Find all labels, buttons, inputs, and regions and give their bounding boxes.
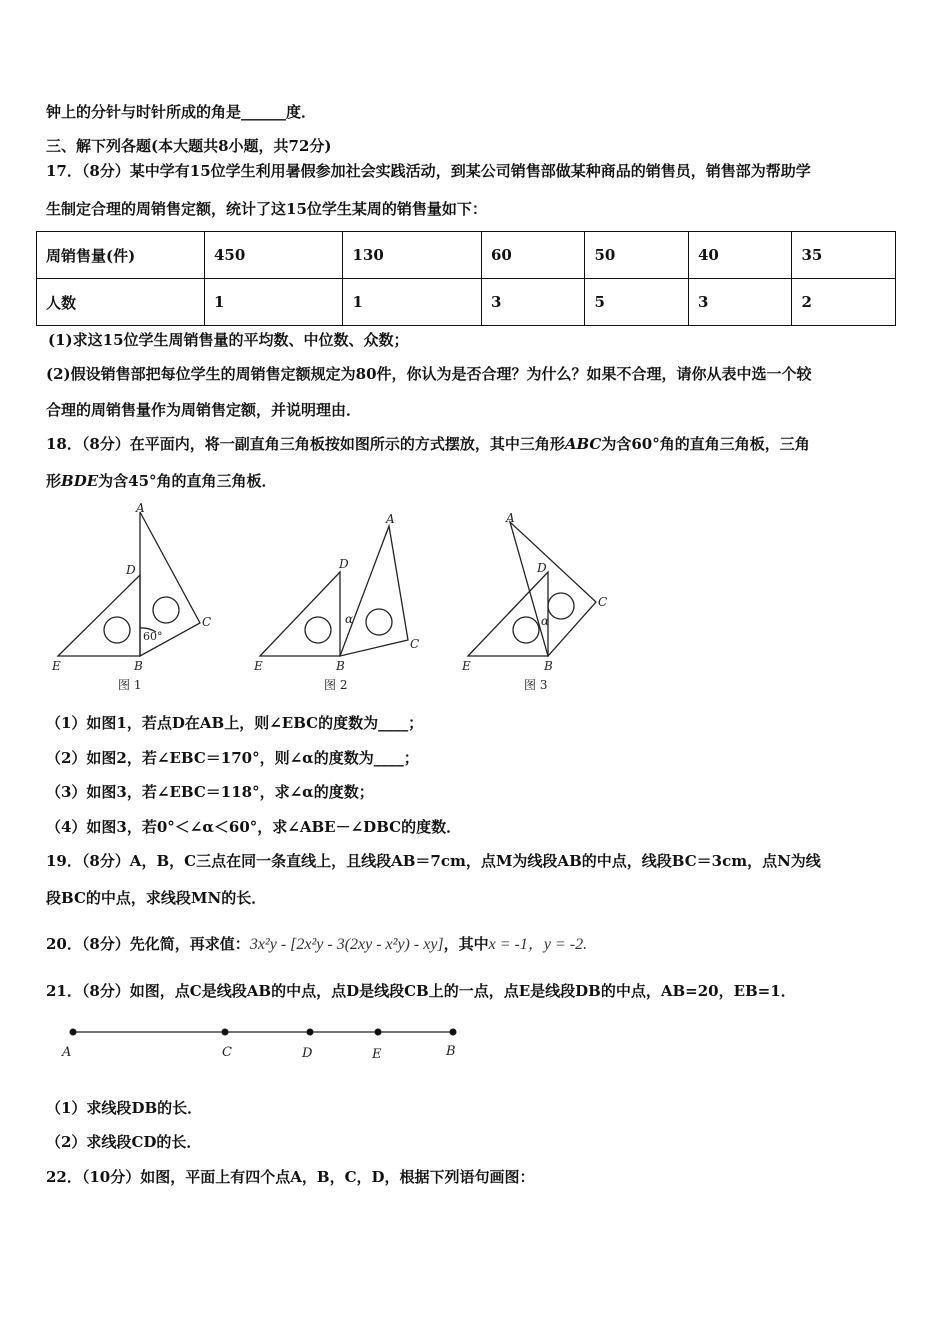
q18-line-2-post: 为含45°角的直角三角板． bbox=[98, 472, 277, 490]
point-b bbox=[450, 1029, 457, 1036]
segment-label-a: A bbox=[62, 1045, 72, 1060]
table-header-cell: 周销售量(件) bbox=[37, 232, 205, 279]
fig2-label-b: B bbox=[336, 659, 345, 673]
fig1-label-d: D bbox=[126, 563, 136, 577]
fig3-label-a: A bbox=[506, 511, 515, 525]
fig1-label-c: C bbox=[202, 615, 212, 629]
q18-part-4: （4）如图3，若0°＜∠α＜60°，求∠ABE－∠DBC的度数． bbox=[46, 818, 462, 836]
fig2-label-c: C bbox=[410, 637, 420, 651]
q22-line: 22．（10分）如图，平面上有四个点A，B，C，D，根据下列语句画图： bbox=[46, 1168, 535, 1186]
point-c bbox=[222, 1029, 229, 1036]
table-row bbox=[37, 232, 896, 279]
fig3-hole-1 bbox=[513, 617, 539, 643]
fig3-label-d: D bbox=[537, 561, 547, 575]
q20-line bbox=[46, 934, 587, 955]
fig1-label-b: B bbox=[134, 659, 143, 673]
fig3-alpha-label: α bbox=[541, 614, 550, 628]
fig1-triangle-bde bbox=[58, 575, 140, 656]
section-3-heading: 三、解下列各题(本大题共8小题，共72分) bbox=[46, 137, 332, 155]
q18-line-1-pre: 18．（8分）在平面内，将一副直角三角板按如图所示的方式摆放，其中三角形 bbox=[46, 435, 565, 453]
table-cell: 35 bbox=[792, 232, 896, 279]
table-cell: 3 bbox=[481, 279, 585, 326]
q18-triangle-abc: ABC bbox=[564, 435, 602, 453]
table-cell: 3 bbox=[688, 279, 792, 326]
q19-line-2: 段BC的中点，求线段MN的长． bbox=[46, 889, 267, 907]
fig2-alpha-label: α bbox=[345, 612, 354, 626]
figure-1 bbox=[58, 512, 200, 656]
point-d bbox=[307, 1029, 314, 1036]
fig2-hole-1 bbox=[305, 617, 331, 643]
fig2-label-e: E bbox=[254, 659, 263, 673]
q18-line-2-pre: 形 bbox=[46, 472, 62, 490]
q17-part-2-line-1: (2)假设销售部把每位学生的周销售定额规定为80件，你认为是否合理？为什么？如果不合理，请你从表中选一个较 bbox=[46, 365, 812, 383]
text-line-0: 钟上的分针与时针所成的角是______度． bbox=[46, 103, 317, 121]
table-cell: 1 bbox=[205, 279, 343, 326]
fig2-label-a: A bbox=[386, 512, 395, 526]
q21-part-1: （1）求线段DB的长． bbox=[46, 1099, 203, 1117]
fig2-caption: 图 2 bbox=[324, 678, 348, 692]
table-cell: 5 bbox=[585, 279, 689, 326]
segment-label-d: D bbox=[302, 1046, 313, 1061]
q20-pre: 20．（8分）先化简，再求值： bbox=[46, 935, 250, 953]
table-cell: 1 bbox=[343, 279, 481, 326]
sales-table bbox=[36, 231, 896, 326]
q17-line-2: 生制定合理的周销售定额，统计了这15位学生某周的销售量如下： bbox=[46, 200, 487, 218]
segment-label-b: B bbox=[446, 1044, 456, 1059]
table-cell: 50 bbox=[585, 232, 689, 279]
q18-part-1: （1）如图1，若点D在AB上，则∠EBC的度数为____； bbox=[46, 714, 424, 732]
table-cell: 130 bbox=[343, 232, 481, 279]
q20-formula: 3x²y - [2x²y - 3(2xy - x²y) - xy] bbox=[249, 936, 444, 953]
table-cell: 60 bbox=[481, 232, 585, 279]
table-row bbox=[37, 279, 896, 326]
point-e bbox=[375, 1029, 382, 1036]
table-header-cell: 人数 bbox=[37, 279, 205, 326]
q18-line-2 bbox=[46, 471, 277, 491]
segment-figure bbox=[60, 1020, 480, 1070]
segment-label-c: C bbox=[222, 1045, 232, 1060]
fig2-hole-2 bbox=[366, 609, 392, 635]
table-cell: 40 bbox=[688, 232, 792, 279]
q18-line-1 bbox=[46, 434, 810, 454]
fig1-label-a: A bbox=[136, 501, 145, 515]
q20-mid: ，其中 bbox=[443, 935, 489, 953]
fig2-triangle-abc bbox=[340, 526, 408, 656]
fig1-angle-label: 60° bbox=[143, 630, 163, 643]
fig3-caption: 图 3 bbox=[524, 678, 548, 692]
fig3-label-e: E bbox=[462, 659, 471, 673]
fig2-triangle-bde bbox=[260, 572, 340, 656]
fig3-hole-2 bbox=[548, 593, 574, 619]
q19-line-1: 19．（8分）A，B，C三点在同一条直线上，且线段AB＝7cm，点M为线段AB的中点，线段BC＝3cm，点N为线 bbox=[46, 852, 821, 870]
fig1-caption: 图 1 bbox=[118, 678, 142, 692]
figure-3 bbox=[468, 522, 596, 656]
point-a bbox=[70, 1029, 77, 1036]
fig3-triangle-abc bbox=[510, 522, 596, 656]
q21-part-2: （2）求线段CD的长． bbox=[46, 1133, 202, 1151]
fig3-label-b: B bbox=[544, 659, 553, 673]
segment-label-e: E bbox=[372, 1047, 382, 1062]
fig3-label-c: C bbox=[598, 595, 608, 609]
q18-part-2: （2）如图2，若∠EBC＝170°，则∠α的度数为____； bbox=[46, 749, 419, 767]
fig2-label-d: D bbox=[339, 557, 349, 571]
table-cell: 450 bbox=[205, 232, 343, 279]
triangle-figures bbox=[40, 500, 640, 700]
q18-triangle-bde: BDE bbox=[61, 472, 99, 490]
q17-line-1: 17．（8分）某中学有15位学生利用暑假参加社会实践活动，到某公司销售部做某种商品的销售员，销售部为帮助学 bbox=[46, 162, 811, 180]
q21-line: 21．（8分）如图，点C是线段AB的中点，点D是线段CB上的一点，点E是线段DB的中点，AB=20，EB=1． bbox=[46, 982, 796, 1000]
q17-part-2-line-2: 合理的周销售量作为周销售定额，并说明理由． bbox=[46, 401, 362, 419]
q18-part-3: （3）如图3，若∠EBC＝118°，求∠α的度数； bbox=[46, 783, 374, 801]
q20-condition: x = -1，y = -2. bbox=[488, 936, 588, 953]
q17-part-1: (1)求这15位学生周销售量的平均数、中位数、众数； bbox=[48, 331, 409, 349]
fig1-hole-1 bbox=[104, 617, 130, 643]
q18-line-1-post: 为含60°角的直角三角板，三角 bbox=[601, 435, 810, 453]
figure-2 bbox=[260, 526, 408, 656]
fig1-hole-2 bbox=[153, 597, 179, 623]
fig1-label-e: E bbox=[52, 659, 61, 673]
table-cell: 2 bbox=[792, 279, 896, 326]
